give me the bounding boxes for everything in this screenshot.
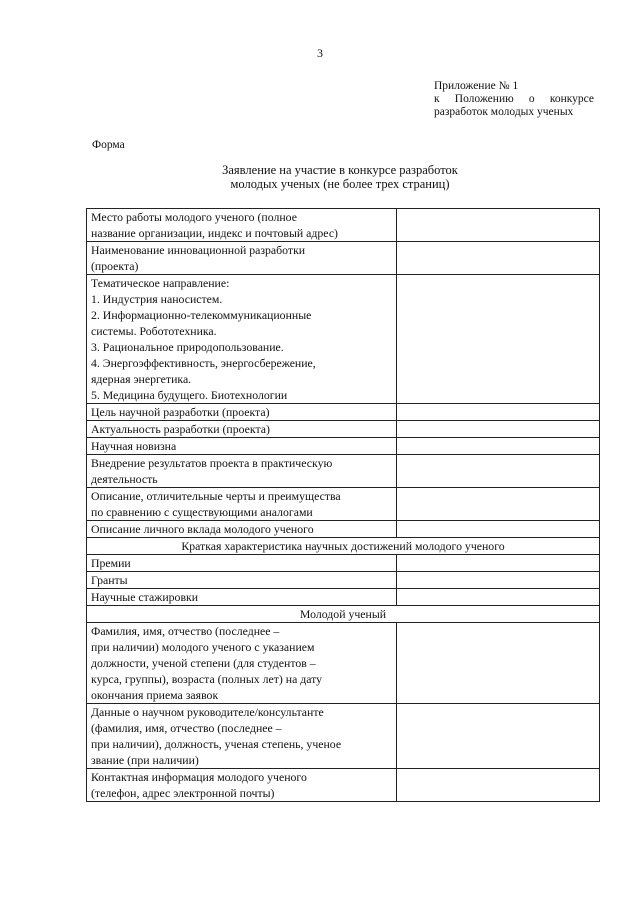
appendix-line-1: Приложение № 1	[434, 80, 519, 92]
cell-text-line: деятельность	[91, 472, 158, 486]
cell-text-line: Описание личного вклада молодого ученого	[91, 522, 314, 536]
cell-text-line: 5. Медицина будущего. Биотехнологии	[91, 388, 288, 402]
table-row	[87, 242, 600, 275]
table-row	[87, 555, 600, 572]
page-number: 3	[317, 46, 323, 60]
cell-text-line: Научная новизна	[91, 439, 177, 453]
cell-text-line: Наименование инновационной разработки	[91, 243, 306, 257]
cell-text-line: 4. Энергоэффективность, энергосбережение,	[91, 356, 316, 370]
row-label-grants	[87, 572, 397, 589]
table-row	[87, 623, 600, 704]
cell-text-line: Контактная информация молодого ученого	[91, 770, 307, 784]
section-header-achievements: Краткая характеристика научных достижений молодого ученого	[87, 538, 600, 555]
table-row	[87, 455, 600, 488]
value-cell-development-name[interactable]	[397, 242, 600, 275]
appendix-line-2	[434, 93, 594, 106]
value-cell-novelty[interactable]	[397, 438, 600, 455]
row-label-relevance	[87, 421, 397, 438]
table-row	[87, 606, 600, 623]
row-label-supervisor	[87, 704, 397, 769]
table-row	[87, 589, 600, 606]
cell-text-line: Описание, отличительные черты и преимущества	[91, 489, 341, 503]
row-label-fullname	[87, 623, 397, 704]
cell-text-line: Тематическое направление:	[91, 276, 230, 290]
cell-text-line: (проекта)	[91, 259, 139, 273]
cell-text-line: при наличии) молодого ученого с указанием	[91, 640, 315, 654]
cell-text-line: звание (при наличии)	[91, 753, 199, 767]
table-row	[87, 521, 600, 538]
cell-text-line: название организации, индекс и почтовый адрес)	[91, 226, 338, 240]
cell-text-line: Данные о научном руководителе/консультанте	[91, 705, 324, 719]
value-cell-implementation[interactable]	[397, 455, 600, 488]
document-title	[110, 163, 570, 191]
cell-text-line: 3. Рациональное природопользование.	[91, 340, 284, 354]
cell-text-line: Место работы молодого ученого (полное	[91, 210, 297, 224]
appendix-word: о	[528, 93, 535, 105]
table-row	[87, 421, 600, 438]
cell-text-line: Фамилия, имя, отчество (последнее –	[91, 624, 280, 638]
row-label-awards	[87, 555, 397, 572]
row-label-goal	[87, 404, 397, 421]
value-cell-grants[interactable]	[397, 572, 600, 589]
value-cell-relevance[interactable]	[397, 421, 600, 438]
form-label: Форма	[92, 139, 125, 151]
cell-text-line: должности, ученой степени (для студентов –	[91, 656, 316, 670]
table-row	[87, 488, 600, 521]
cell-text-line: ядерная энергетика.	[91, 372, 192, 386]
cell-text-line: при наличии), должность, ученая степень, ученое	[91, 737, 342, 751]
value-cell-description[interactable]	[397, 488, 600, 521]
value-cell-contribution[interactable]	[397, 521, 600, 538]
cell-text-line: курса, группы), возраста (полных лет) на дату	[91, 672, 323, 686]
appendix-line-3: разработок молодых ученых	[434, 106, 574, 118]
value-cell-workplace[interactable]	[397, 209, 600, 242]
cell-text-line: 1. Индустрия наносистем.	[91, 292, 223, 306]
cell-text-line: по сравнению с существующими аналогами	[91, 505, 313, 519]
row-label-implementation	[87, 455, 397, 488]
appendix-note	[434, 80, 594, 119]
row-label-workplace	[87, 209, 397, 242]
value-cell-goal[interactable]	[397, 404, 600, 421]
table-row	[87, 538, 600, 555]
table-row	[87, 404, 600, 421]
row-label-development-name	[87, 242, 397, 275]
cell-text-line: (телефон, адрес электронной почты)	[91, 786, 275, 800]
value-cell-thematic-direction[interactable]	[397, 275, 600, 404]
value-cell-contacts[interactable]	[397, 769, 600, 802]
row-label-novelty	[87, 438, 397, 455]
row-label-description	[87, 488, 397, 521]
cell-text-line: Актуальность разработки (проекта)	[91, 422, 270, 436]
application-form-table	[86, 208, 600, 802]
cell-text-line: Внедрение результатов проекта в практическую	[91, 456, 333, 470]
row-label-internships	[87, 589, 397, 606]
value-cell-fullname[interactable]	[397, 623, 600, 704]
cell-text-line: (фамилия, имя, отчество (последнее –	[91, 721, 282, 735]
appendix-word: конкурсе	[549, 93, 594, 105]
cell-text-line: окончания приема заявок	[91, 688, 219, 702]
table-row	[87, 209, 600, 242]
title-line-2: молодых ученых (не более трех страниц)	[230, 177, 450, 191]
table-row	[87, 438, 600, 455]
appendix-word: к	[434, 93, 440, 105]
title-line-1: Заявление на участие в конкурсе разработок	[222, 163, 458, 177]
cell-text-line: Гранты	[91, 573, 128, 587]
cell-text-line: Цель научной разработки (проекта)	[91, 405, 270, 419]
value-cell-internships[interactable]	[397, 589, 600, 606]
table-row	[87, 769, 600, 802]
cell-text-line: Научные стажировки	[91, 590, 199, 604]
cell-text-line: Премии	[91, 556, 131, 570]
section-header-young-scientist: Молодой ученый	[87, 606, 600, 623]
cell-text-line: системы. Робототехника.	[91, 324, 217, 338]
value-cell-supervisor[interactable]	[397, 704, 600, 769]
row-label-contribution	[87, 521, 397, 538]
row-label-thematic-direction	[87, 275, 397, 404]
table-row	[87, 704, 600, 769]
row-label-contacts	[87, 769, 397, 802]
value-cell-awards[interactable]	[397, 555, 600, 572]
table-row	[87, 275, 600, 404]
table-row	[87, 572, 600, 589]
appendix-word: Положению	[454, 93, 514, 105]
cell-text-line: 2. Информационно-телекоммуникационные	[91, 308, 312, 322]
